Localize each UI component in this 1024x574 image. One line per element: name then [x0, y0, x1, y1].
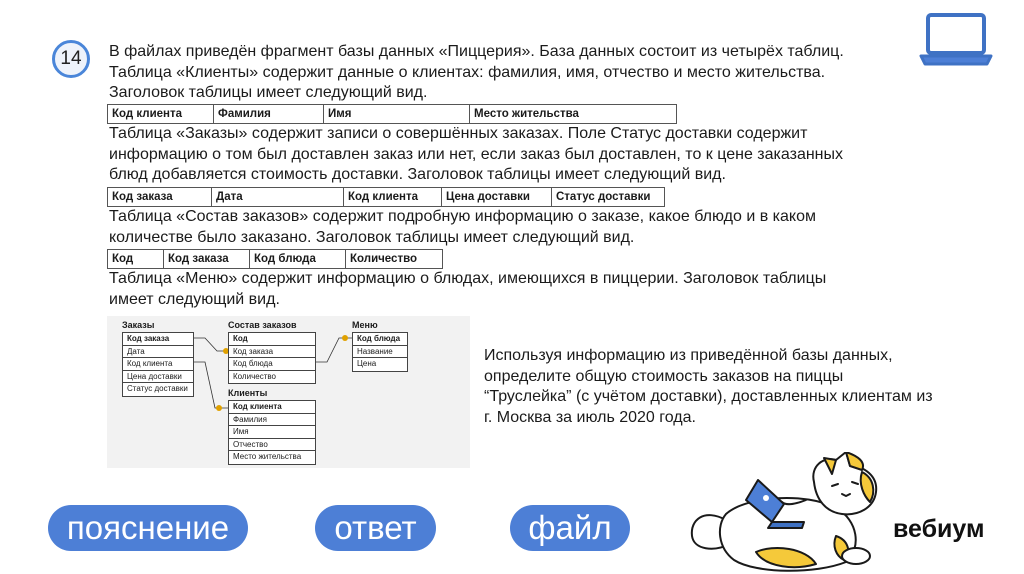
orders-text	[109, 124, 843, 186]
task-number: 14	[60, 48, 82, 69]
table-header-cell: Фамилия	[214, 105, 324, 123]
schema-table-menu	[352, 320, 408, 372]
table-header-cell: Код клиента	[108, 105, 214, 123]
schema-field: Название	[353, 346, 407, 359]
schema-field: Цена	[357, 359, 377, 368]
schema-field: Код заказа	[229, 346, 315, 359]
schema-table-title: Состав заказов	[228, 320, 297, 330]
database-schema-diagram	[107, 316, 470, 468]
question-line: Используя информацию из приведённой базы данных,	[484, 347, 893, 364]
table-header-cell: Код заказа	[108, 188, 212, 206]
clients-header-table	[107, 104, 677, 124]
question-line: определите общую стоимость заказов на пиццы	[484, 367, 844, 385]
schema-field: Код клиента	[229, 401, 315, 414]
table-header-cell: Имя	[324, 105, 470, 123]
orders-line: блюд добавляется стоимость доставки. Заголовок таблицы имеет следующий вид.	[109, 166, 726, 183]
composition-line: Таблица «Состав заказов» содержит подробную информацию о заказе, какое блюдо и в каком	[109, 208, 816, 225]
schema-field: Дата	[123, 346, 193, 359]
question-line: г. Москва за июль 2020 года.	[484, 408, 696, 426]
cat-illustration	[686, 452, 886, 574]
intro-line: В файлах приведён фрагмент базы данных «Пиццерия». База данных состоит из четырёх таблиц.	[109, 43, 844, 60]
explanation-button[interactable]: пояснение	[48, 505, 248, 551]
orders-line: информацию о том был доставлен заказ или нет, если заказ был доставлен, то к цене заказанных	[109, 145, 844, 163]
table-header-cell: Дата	[212, 188, 344, 206]
intro-line: Таблица «Клиенты» содержит данные о клиентах: фамилия, имя, отчество и место жительства.	[109, 63, 826, 81]
task-number-badge	[52, 40, 90, 78]
table-header-cell: Код заказа	[164, 250, 250, 268]
menu-line: имеет следующий вид.	[109, 290, 280, 308]
composition-header-table	[107, 249, 443, 269]
answer-button[interactable]: ответ	[315, 505, 436, 551]
schema-field: Код клиента	[123, 358, 193, 371]
schema-field: Место жительства	[233, 452, 302, 461]
schema-field: Имя	[229, 426, 315, 439]
orders-header-table	[107, 187, 665, 207]
file-button[interactable]: файл	[510, 505, 630, 551]
schema-field: Код блюда	[353, 333, 407, 346]
schema-table-composition	[228, 320, 316, 384]
schema-table-title: Меню	[352, 320, 378, 330]
schema-field: Цена доставки	[123, 371, 193, 384]
schema-field: Код	[229, 333, 315, 346]
schema-table-orders	[122, 320, 194, 397]
table-header-cell: Количество	[350, 253, 418, 265]
intro-line: Заголовок таблицы имеет следующий вид.	[109, 84, 428, 101]
schema-table-title: Клиенты	[228, 388, 268, 398]
question-text	[484, 346, 933, 428]
schema-field: Фамилия	[229, 414, 315, 427]
table-header-cell: Цена доставки	[442, 188, 552, 206]
table-header-cell: Код	[108, 250, 164, 268]
table-header-cell: Код клиента	[344, 188, 442, 206]
intro-text	[109, 42, 844, 104]
table-header-cell: Код блюда	[250, 250, 346, 268]
composition-line: количестве было заказано. Заголовок таблицы имеет следующий вид.	[109, 228, 635, 246]
table-header-cell: Место жительства	[474, 108, 579, 120]
schema-field: Отчество	[229, 439, 315, 452]
schema-field: Код блюда	[229, 358, 315, 371]
schema-table-clients	[228, 388, 316, 465]
composition-text	[109, 207, 816, 248]
laptop-icon	[918, 12, 994, 68]
table-header-cell: Статус доставки	[556, 191, 651, 203]
schema-field: Количество	[233, 371, 276, 381]
orders-line: Таблица «Заказы» содержит записи о совершённых заказах. Поле Статус доставки содержит	[109, 125, 808, 142]
question-line: “Труслейка” (с учётом доставки), доставленных клиентам из	[484, 388, 933, 405]
schema-field: Код заказа	[123, 333, 193, 346]
menu-line: Таблица «Меню» содержит информацию о блюдах, имеющихся в пиццерии. Заголовок таблицы	[109, 270, 827, 287]
schema-field: Статус доставки	[127, 384, 188, 393]
schema-table-title: Заказы	[122, 320, 155, 330]
menu-text	[109, 269, 826, 310]
brand-logo: вебиум	[893, 515, 985, 543]
